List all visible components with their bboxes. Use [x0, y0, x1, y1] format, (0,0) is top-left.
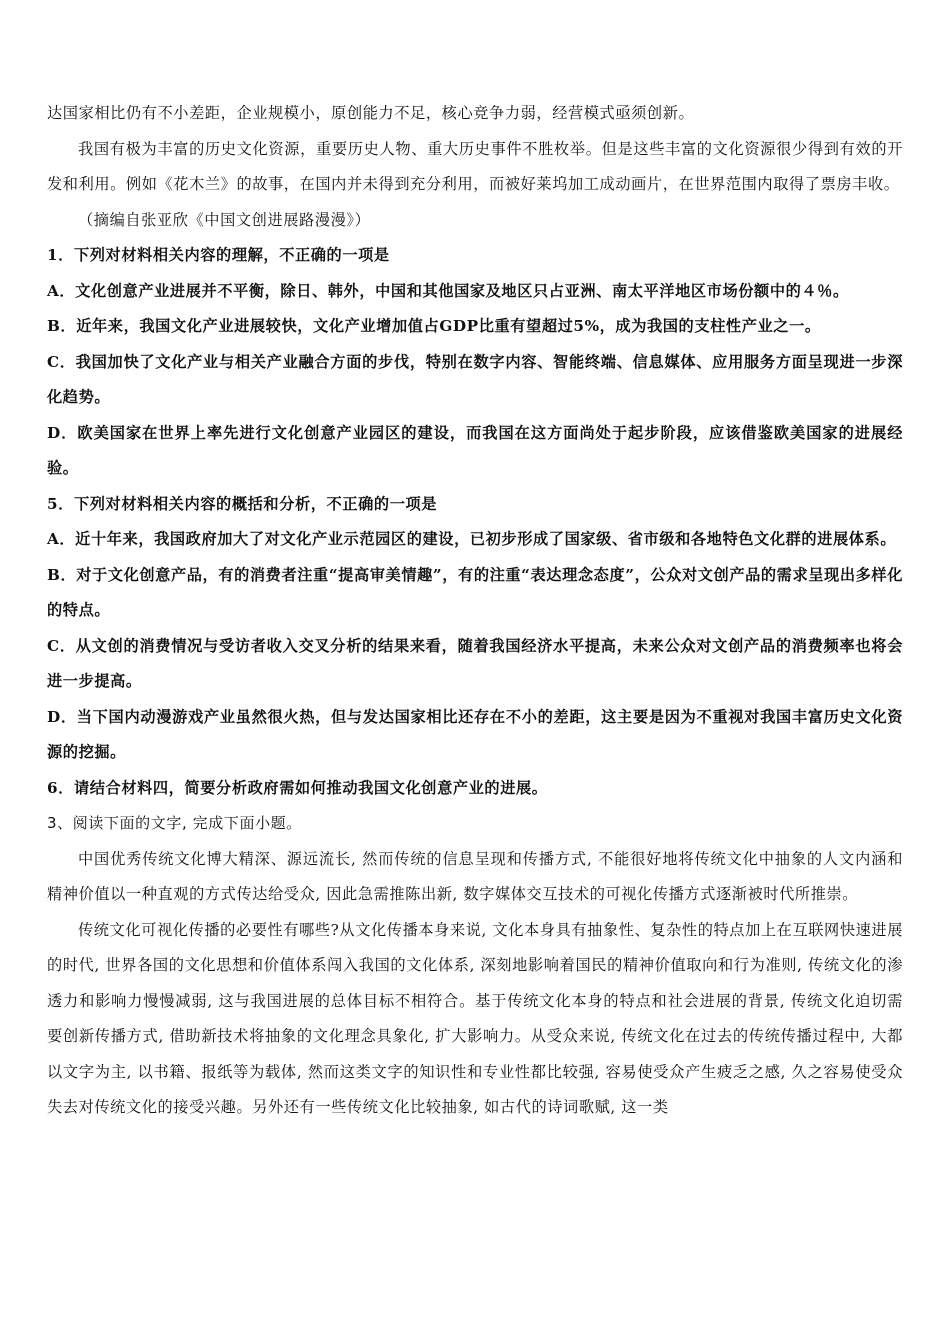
- document-page: [47, 96, 903, 1126]
- question-1-option-b: B．近年来，我国文化产业进展较快，文化产业增加值占GDP比重有望超过5%，成为我国的支柱性产业之一。: [47, 317, 821, 335]
- source-citation: （摘编自张亚欣《中国文创进展路漫漫》）: [78, 210, 371, 229]
- question-6-stem: 6．请结合材料四，简要分析政府需如何推动我国文化创意产业的进展。: [47, 778, 548, 797]
- question-5-option-a: A．近十年来，我国政府加大了对文化产业示范园区的建设，已初步形成了国家级、省市级和各地特色文化群的进展体系。: [47, 530, 897, 548]
- question-5-option-b: B．对于文化创意产品，有的消费者注重“提高审美情趣”，有的注重“表达理念态度”，公众对文创产品的需求呈现出多样化的特点。: [47, 565, 903, 619]
- section-3-heading: 3、阅读下面的文字, 完成下面小题。: [47, 814, 302, 832]
- question-5-option-d: D．当下国内动漫游戏产业虽然很火热，但与发达国家相比还存在不小的差距，这主要是因为不重视对我国丰富历史文化资源的挖掘。: [47, 707, 903, 761]
- passage-paragraph: 达国家相比仍有不小差距，企业规模小，原创能力不足，核心竞争力弱，经营模式亟须创新。: [47, 104, 695, 122]
- section-3-paragraph: 传统文化可视化传播的必要性有哪些?从文化传播本身来说, 文化本身具有抽象性、复杂性的特点加上在互联网快速进展的时代, 世界各国的文化思想和价值体系闯入我国的文化体系, 深刻地影响着国民的精神价值取向和行为准则, 传统文化的渗透力和影响力慢慢减弱, 这与我国进展的总体目标不相符合。基于传统文化本身的特点和社会进展的背景, 传统文化迫切需要创新传播方式, 借助新技术将抽象的文化理念具象化, 扩大影响力。从受众来说, 传统文化在过去的传统传播过程中, 大都以文字为主, 以书籍、报纸等为载体, 然而这类文字的知识性和专业性都比较强, 容易使受众产生疲乏之感, 久之容易使受众失去对传统文化的接受兴趣。另外还有一些传统文化比较抽象, 如古代的诗词歌赋, 这一类: [47, 920, 903, 1116]
- question-1-option-c: C．我国加快了文化产业与相关产业融合方面的步伐，特别在数字内容、智能终端、信息媒体、应用服务方面呈现进一步深化趋势。: [47, 352, 903, 406]
- question-5-option-c: C．从文创的消费情况与受访者收入交叉分析的结果来看，随着我国经济水平提高，未来公众对文创产品的消费频率也将会进一步提高。: [47, 636, 903, 690]
- section-3-paragraph: 中国优秀传统文化博大精深、源远流长, 然而传统的信息呈现和传播方式, 不能很好地将传统文化中抽象的人文内涵和精神价值以一种直观的方式传达给受众, 因此急需推陈出新, 数字媒体交互技术的可视化传播方式逐渐被时代所推崇。: [47, 849, 903, 903]
- question-1-stem: 1．下列对材料相关内容的理解，不正确的一项是: [47, 246, 390, 264]
- passage-paragraph: 我国有极为丰富的历史文化资源，重要历史人物、重大历史事件不胜枚举。但是这些丰富的文化资源很少得到有效的开发和利用。例如《花木兰》的故事，在国内并未得到充分利用，而被好莱坞加工成动画片，在世界范围内取得了票房丰收。: [47, 139, 903, 193]
- question-5-stem: 5．下列对材料相关内容的概括和分析，不正确的一项是: [47, 494, 438, 513]
- question-1-option-a: A．文化创意产业进展并不平衡，除日、韩外，中国和其他国家及地区只占亚洲、南太平洋地区市场份额中的４％。: [47, 281, 849, 300]
- question-1-option-d: D．欧美国家在世界上率先进行文化创意产业园区的建设，而我国在这方面尚处于起步阶段，应该借鉴欧美国家的进展经验。: [47, 423, 903, 477]
